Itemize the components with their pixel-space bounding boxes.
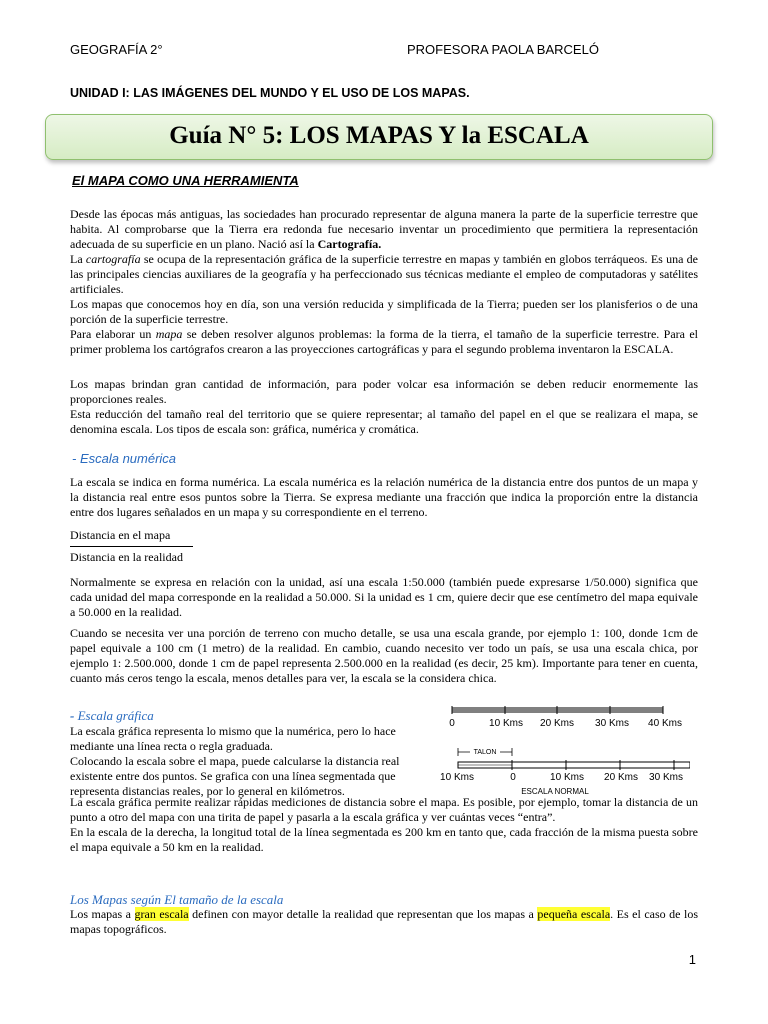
paragraph-graphic-usage: La escala gráfica permite realizar rápidas mediciones de distancia sobre el mapa. Es posible, por ejemplo, tomar la distancia de un punto a otro del mapa con una tirita de papel y pasarla a la escala gráfica y ver cuántas veces “entra”. En la escala de la derecha, la longitud total de la línea segmentada es 200 km en tanto que, cada fracción de la misma puesta sobre el mapa equivale a 50 km en la realidad. — [70, 795, 698, 854]
fraction-line — [70, 546, 193, 547]
highlight-gran-escala: gran escala — [134, 907, 189, 921]
scale2-label-1: 0 — [510, 772, 516, 783]
paragraph-numeric-example: Normalmente se expresa en relación con la unidad, así una escala 1:50.000 (también puede expresarse 1/50.000) significa que cada unidad del mapa corresponde en la realidad a 50.000. Si la unidad es 1 cm, quiere decir que ese centímetro del mapa equivale a 50.000 en la realidad. — [70, 575, 698, 619]
graphic-scale-heading: - Escala gráfica — [70, 708, 154, 723]
scale1-label-0: 0 — [449, 718, 455, 729]
graphic-scale-figure — [440, 700, 690, 796]
scale1-label-4: 40 Kms — [648, 718, 682, 729]
scale2-label-2: 10 Kms — [550, 772, 584, 783]
fraction-denominator: Distancia en la realidad — [70, 550, 183, 564]
scale2-label-3: 20 Kms — [604, 772, 638, 783]
paragraph-maps: Los mapas que conocemos hoy en día, son una versión reducida y simplificada de la Tierra; pueden ser los planisferios o de una porción de la superficie terrestre. Para elaborar un mapa se deben resolver algunos problemas: la forma de la tierra, el tamaño de la superficie terrestre. Para el primer problema los cartógrafos crearon a las proyecciones cartográficas y para el segundo problema inventaron la ESCALA. — [70, 297, 698, 356]
paragraph-numeric: La escala se indica en forma numérica. La escala numérica es la relación numérica de la distancia entre dos puntos de un mapa y la distancia real entre esos puntos sobre la Tierra. Se expresa mediante una fracción que indica la proporción entre la distancia entre dos lugares señalados en un mapa y su correspondiente en el terreno. — [70, 475, 698, 519]
paragraph-map-sizes: Los mapas a gran escala definen con mayor detalle la realidad que representan que los mapas a pequeña escala. Es el caso de los mapas topográficos. — [70, 907, 699, 936]
header-subject: GEOGRAFÍA 2° — [70, 42, 163, 57]
section-heading: El MAPA COMO UNA HERRAMIENTA — [72, 173, 299, 188]
scale1-label-2: 20 Kms — [540, 718, 574, 729]
scale2-caption: ESCALA NORMAL — [521, 787, 589, 796]
title-banner — [45, 114, 713, 160]
scale1-label-1: 10 Kms — [489, 718, 523, 729]
map-sizes-heading: Los Mapas según El tamaño de la escala — [70, 892, 284, 907]
fraction-numerator: Distancia en el mapa — [70, 528, 171, 542]
page-title: Guía N° 5: LOS MAPAS Y la ESCALA — [169, 122, 589, 149]
scale2-label-0: 10 Kms — [440, 772, 474, 783]
paragraph-graphic: La escala gráfica representa lo mismo que la numérica, pero lo hace mediante una línea recta o regla graduada. Colocando la escala sobre el mapa, puede calcularse la distancia real existente entre dos puntos. Se grafica con una línea segmentada que representa distancias reales, por lo general en kilómetros. — [70, 724, 400, 798]
scale1-label-3: 30 Kms — [595, 718, 629, 729]
scale2-label-4: 30 Kms — [649, 772, 683, 783]
paragraph-large-small-scale: Cuando se necesita ver una porción de terreno con mucho detalle, se usa una escala grande, por ejemplo 1: 100, donde 1cm de papel equivale a 100 cm (1 metro) de la realidad. En cambio, cuando necesito ver todo un país, se usa una escala chica, por ejemplo 1: 2.500.000, donde 1 cm de papel representa 2.500.000 en la realidad (es decir, 25 km). Importante para tener en cuenta, cuanto más ceros tengo la escala, menos detalles para ver, la escala se la considera chica. — [70, 626, 698, 685]
highlight-pequena-escala: pequeña escala — [537, 907, 611, 921]
paragraph-intro: Desde las épocas más antiguas, las sociedades han procurado representar de alguna manera la parte de la superficie terrestre que habita. Al comprobarse que la Tierra era redonda fue necesario inventar un procedimiento que permitiera la representación adecuada de su superficie en un plano. Nació así la Cartografía. La cartografía se ocupa de la representación gráfica de la superficie terrestre en mapas y también en globos terráqueos. Es una de las principales ciencias auxiliares de la geografía y ha perfeccionado sus técnicas mediante el empleo de computadoras y satélites artificiales. — [70, 207, 698, 296]
numeric-scale-heading: - Escala numérica — [72, 451, 177, 466]
unit-title: UNIDAD I: LAS IMÁGENES DEL MUNDO Y EL USO DE LOS MAPAS. — [70, 86, 470, 100]
talon-label: TALON — [473, 749, 497, 756]
header-teacher: PROFESORA PAOLA BARCELÓ — [407, 42, 599, 57]
paragraph-scale: Los mapas brindan gran cantidad de información, para poder volcar esa información se deben reducir enormemente las proporciones reales. Esta reducción del tamaño real del territorio que se quiere representar; al tamaño del papel en el que se realizara el mapa, se denomina escala. Los tipos de escala son: gráfica, numérica y cromática. — [70, 377, 698, 436]
page-number: 1 — [688, 952, 696, 967]
